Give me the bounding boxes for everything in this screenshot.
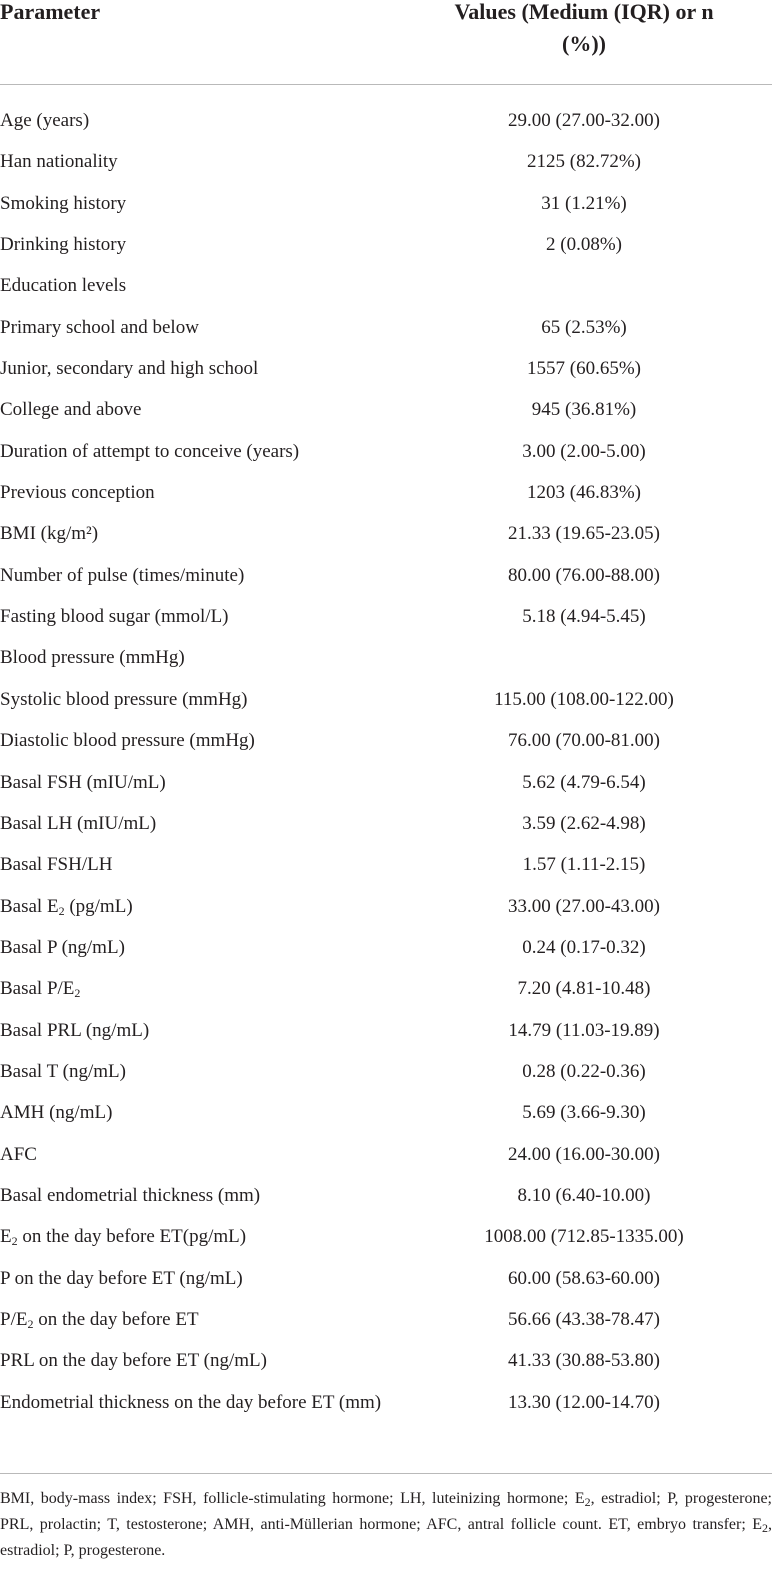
table-row bbox=[0, 1010, 772, 1051]
row-parameter: Basal T (ng/mL) bbox=[0, 1060, 126, 1082]
table-row bbox=[0, 224, 772, 265]
table-row bbox=[0, 431, 772, 472]
row-parameter-subscript: 2 bbox=[27, 1316, 34, 1331]
table-row bbox=[0, 679, 772, 720]
row-value: 41.33 (30.88-53.80) bbox=[508, 1350, 660, 1372]
table-row bbox=[0, 1175, 772, 1216]
row-parameter: Primary school and below bbox=[0, 316, 199, 338]
table-row bbox=[0, 513, 772, 554]
header-parameter: Parameter bbox=[0, 0, 101, 24]
row-parameter-text: P/E bbox=[0, 1308, 28, 1330]
table-row bbox=[0, 555, 772, 596]
header-rule bbox=[0, 84, 772, 85]
table-row bbox=[0, 886, 772, 927]
row-value: 21.33 (19.65-23.05) bbox=[508, 523, 660, 545]
row-parameter-subscript: 2 bbox=[58, 903, 65, 918]
row-parameter: Fasting blood sugar (mmol/L) bbox=[0, 606, 229, 628]
table-row bbox=[0, 183, 772, 224]
row-parameter: Smoking history bbox=[0, 192, 127, 214]
row-parameter bbox=[0, 968, 80, 1009]
row-value: 2125 (82.72%) bbox=[527, 151, 641, 173]
row-value: 1557 (60.65%) bbox=[527, 358, 641, 380]
row-parameter-text: (pg/mL) bbox=[64, 895, 133, 917]
row-value: 29.00 (27.00-32.00) bbox=[508, 110, 660, 131]
row-parameter-text: E bbox=[0, 1226, 12, 1248]
row-value: 24.00 (16.00-30.00) bbox=[508, 1143, 660, 1165]
row-parameter: Basal PRL (ng/mL) bbox=[0, 1019, 150, 1041]
header-values-line1: Values (Medium (IQR) or n bbox=[454, 0, 714, 24]
footnote-part3: , estradiol; P, progesterone. bbox=[0, 1516, 772, 1559]
row-parameter: AFC bbox=[0, 1143, 37, 1165]
row-value: 945 (36.81%) bbox=[531, 399, 637, 421]
table-row bbox=[0, 596, 772, 637]
footer-rule bbox=[0, 1473, 772, 1474]
table-row bbox=[0, 1382, 772, 1452]
table-row bbox=[0, 1299, 772, 1340]
row-parameter-subscript: 2 bbox=[74, 986, 81, 1001]
table-row bbox=[0, 1051, 772, 1092]
table-row bbox=[0, 1134, 772, 1175]
row-parameter: P on the day before ET (ng/mL) bbox=[0, 1267, 243, 1289]
row-value: 2 (0.08%) bbox=[546, 234, 622, 256]
row-value: 5.69 (3.66-9.30) bbox=[522, 1102, 646, 1124]
row-value: 5.18 (4.94-5.45) bbox=[522, 606, 646, 628]
row-parameter: Previous conception bbox=[0, 482, 155, 504]
row-parameter: College and above bbox=[0, 399, 142, 421]
table-row bbox=[0, 1340, 772, 1381]
row-parameter: Age (years) bbox=[0, 110, 90, 131]
row-parameter bbox=[0, 1216, 246, 1257]
row-value: 60.00 (58.63-60.00) bbox=[508, 1267, 660, 1289]
row-parameter: Endometrial thickness on the day before ET (mm) bbox=[0, 1391, 382, 1413]
row-value: 14.79 (11.03-19.89) bbox=[508, 1019, 660, 1041]
table-row bbox=[0, 472, 772, 513]
row-value: 7.20 (4.81-10.48) bbox=[517, 978, 651, 1000]
header-values bbox=[396, 0, 772, 60]
row-parameter: AMH (ng/mL) bbox=[0, 1102, 113, 1124]
row-value: 1008.00 (712.85-1335.00) bbox=[484, 1226, 684, 1248]
row-value: 33.00 (27.00-43.00) bbox=[508, 895, 660, 917]
row-value: 76.00 (70.00-81.00) bbox=[508, 730, 660, 752]
row-parameter: Basal FSH (mIU/mL) bbox=[0, 771, 166, 793]
row-value: 1.57 (1.11-2.15) bbox=[522, 854, 646, 876]
table-row bbox=[0, 1092, 772, 1133]
header-values-line2: (%)) bbox=[562, 31, 606, 56]
table-footnote bbox=[0, 1486, 772, 1564]
row-parameter: Basal LH (mIU/mL) bbox=[0, 812, 157, 834]
row-parameter: Han nationality bbox=[0, 151, 118, 173]
row-value: 3.00 (2.00-5.00) bbox=[522, 440, 646, 462]
table-row bbox=[0, 1216, 772, 1257]
table-body bbox=[0, 100, 772, 1452]
footnote-part2: , estradiol; P, progesterone; PRL, prolactin; T, testosterone; AMH, anti-Müllerian hormone; AFC, antral follicle count. ET, embryo transfer; E bbox=[0, 1490, 772, 1533]
row-value: 65 (2.53%) bbox=[541, 316, 627, 338]
table-row bbox=[0, 927, 772, 968]
table-row bbox=[0, 803, 772, 844]
row-parameter: Basal endometrial thickness (mm) bbox=[0, 1184, 261, 1206]
footnote-part1: BMI, body-mass index; FSH, follicle-stimulating hormone; LH, luteinizing hormone; E bbox=[0, 1490, 585, 1507]
row-value: 8.10 (6.40-10.00) bbox=[517, 1184, 651, 1206]
table-header bbox=[0, 0, 772, 84]
row-value: 13.30 (12.00-14.70) bbox=[508, 1391, 660, 1413]
row-parameter: Drinking history bbox=[0, 234, 127, 256]
table-row bbox=[0, 637, 772, 678]
row-parameter: Education levels bbox=[0, 275, 127, 297]
table-row bbox=[0, 1258, 772, 1299]
table-row bbox=[0, 844, 772, 885]
row-parameter: Systolic blood pressure (mmHg) bbox=[0, 688, 248, 710]
row-value: 115.00 (108.00-122.00) bbox=[494, 688, 674, 710]
table-row bbox=[0, 141, 772, 182]
row-parameter: PRL on the day before ET (ng/mL) bbox=[0, 1350, 267, 1372]
row-value: 1203 (46.83%) bbox=[527, 482, 641, 504]
row-value: 0.28 (0.22-0.36) bbox=[522, 1060, 646, 1082]
row-parameter: BMI (kg/m²) bbox=[0, 523, 99, 545]
footnote-sub1: 2 bbox=[584, 1495, 591, 1509]
row-value: 31 (1.21%) bbox=[541, 192, 627, 214]
table-row bbox=[0, 265, 772, 306]
row-parameter-text: on the day before ET bbox=[33, 1308, 199, 1330]
row-parameter: Junior, secondary and high school bbox=[0, 358, 259, 380]
row-parameter: Blood pressure (mmHg) bbox=[0, 647, 185, 669]
row-parameter: Duration of attempt to conceive (years) bbox=[0, 440, 300, 462]
table-row bbox=[0, 720, 772, 761]
row-parameter-subscript: 2 bbox=[11, 1234, 18, 1249]
table-row bbox=[0, 100, 772, 141]
row-parameter bbox=[0, 1299, 199, 1340]
table-row bbox=[0, 968, 772, 1009]
row-value: 5.62 (4.79-6.54) bbox=[522, 771, 646, 793]
table-row bbox=[0, 762, 772, 803]
row-parameter: Basal P (ng/mL) bbox=[0, 936, 125, 958]
row-parameter-text: Basal P/E bbox=[0, 978, 75, 1000]
table-row bbox=[0, 389, 772, 430]
row-parameter-text: Basal E bbox=[0, 895, 59, 917]
row-parameter: Number of pulse (times/minute) bbox=[0, 564, 245, 586]
row-parameter: Diastolic blood pressure (mmHg) bbox=[0, 730, 255, 752]
row-value: 0.24 (0.17-0.32) bbox=[522, 936, 646, 958]
row-value: 3.59 (2.62-4.98) bbox=[522, 812, 646, 834]
row-value: 56.66 (43.38-78.47) bbox=[508, 1308, 660, 1330]
row-value: 80.00 (76.00-88.00) bbox=[508, 564, 660, 586]
row-parameter-text: on the day before ET(pg/mL) bbox=[17, 1226, 247, 1248]
table-row bbox=[0, 348, 772, 389]
table-row bbox=[0, 307, 772, 348]
row-parameter: Basal FSH/LH bbox=[0, 854, 113, 876]
footnote-sub2: 2 bbox=[762, 1521, 768, 1535]
row-parameter bbox=[0, 886, 133, 927]
